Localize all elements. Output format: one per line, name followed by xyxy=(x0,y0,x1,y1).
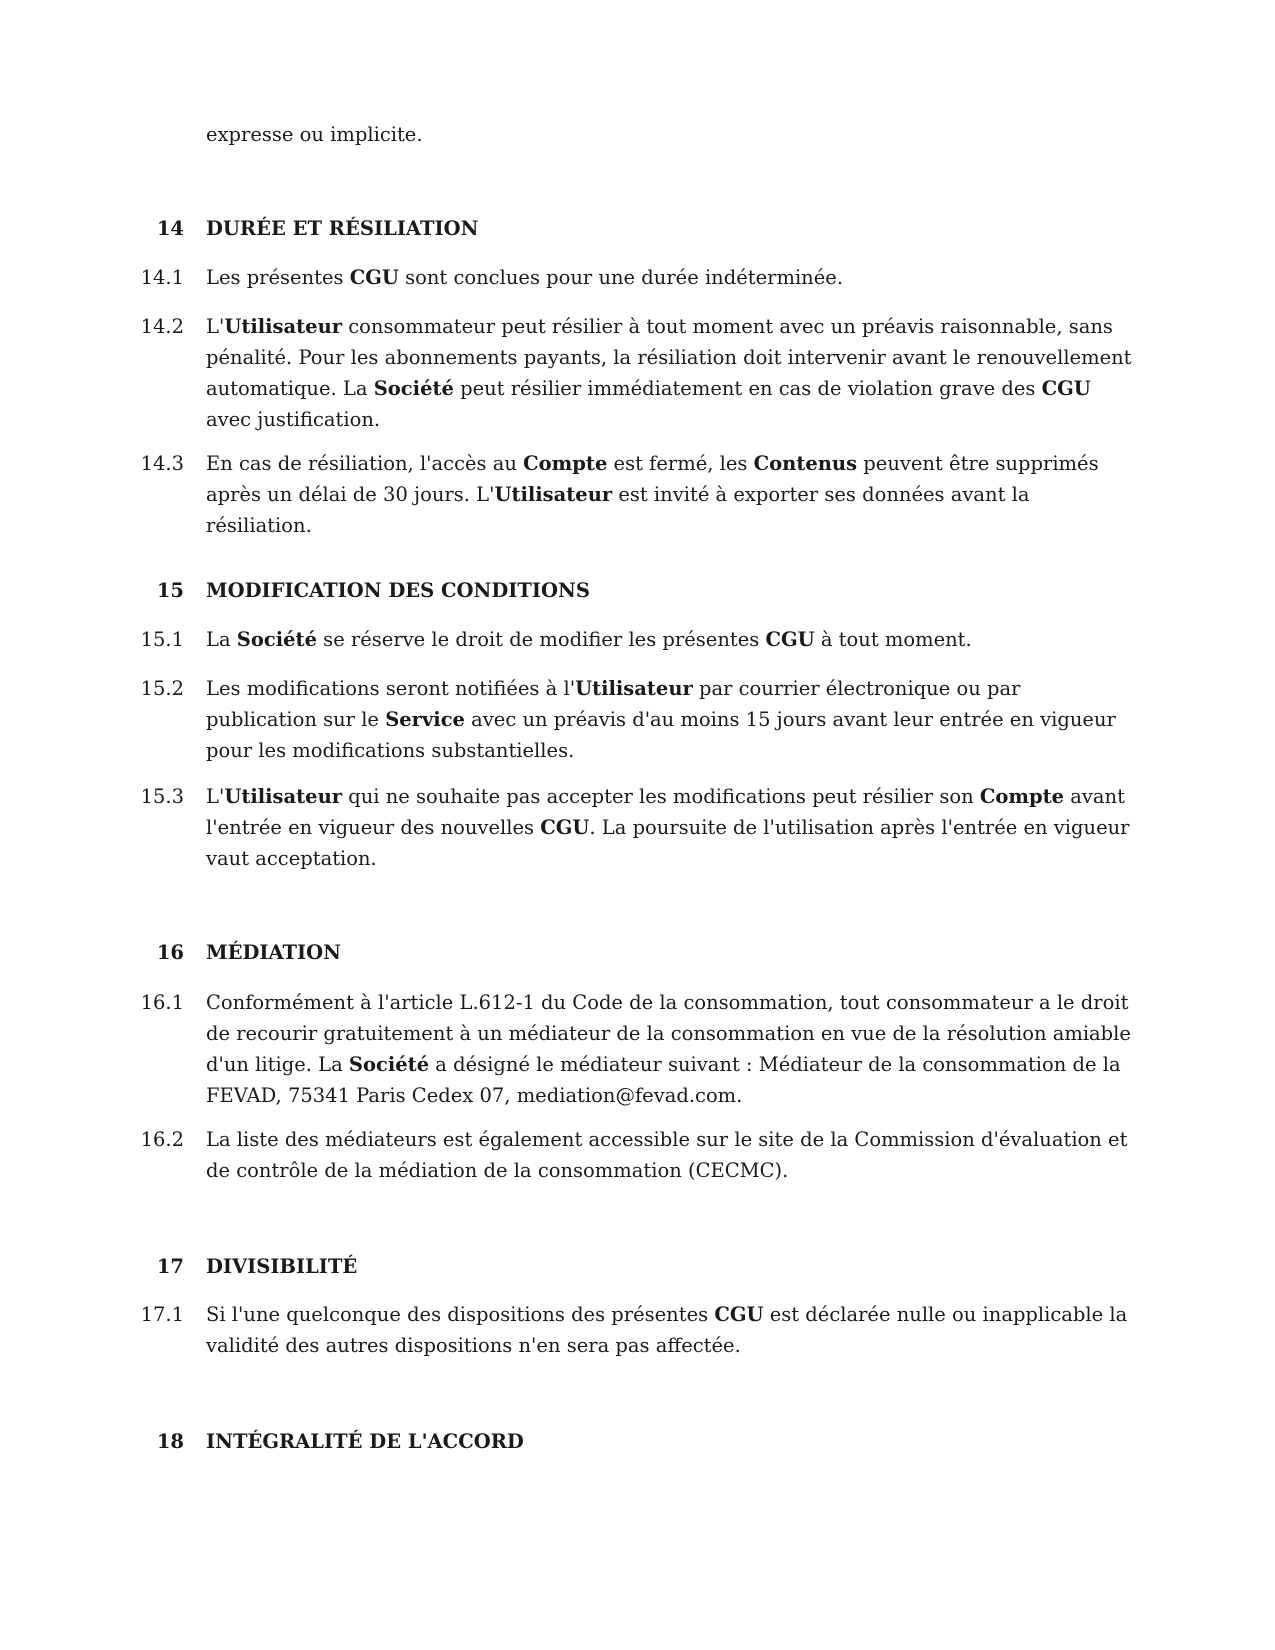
clause-number: 15.2 xyxy=(140,677,184,700)
defined-term: Compte xyxy=(979,785,1065,808)
clause-text-run: L' xyxy=(206,315,225,338)
defined-term: Utilisateur xyxy=(494,483,613,506)
clause-number: 16.1 xyxy=(140,991,184,1014)
defined-term: CGU xyxy=(765,628,815,651)
section-number: 15 xyxy=(156,579,184,602)
clause-text-run: Les présentes xyxy=(206,266,350,289)
clause-text-run: avec un préavis d'au moins 15 jours avant leur entrée en vigueur pour les modifications substantielles. xyxy=(206,708,1116,762)
clause-text-run: peuvent être supprimés après un délai de 30 jours. L' xyxy=(206,452,1099,506)
clause-text xyxy=(206,987,1136,1111)
clause-text xyxy=(206,624,1136,655)
defined-term: Service xyxy=(385,708,465,731)
clause-text xyxy=(206,673,1136,766)
defined-term: Société xyxy=(373,377,454,400)
clause-text xyxy=(206,262,1136,293)
clause-text-run: à tout moment. xyxy=(814,628,972,651)
clause-text-run: est invité à exporter ses données avant la résiliation. xyxy=(206,483,1030,537)
clause-text-run: avant l'entrée en vigueur des nouvelles xyxy=(206,785,1125,839)
section-title: MODIFICATION DES CONDITIONS xyxy=(206,579,590,602)
defined-term: CGU xyxy=(1041,377,1091,400)
clause-number: 14.3 xyxy=(140,452,184,475)
clause-text xyxy=(206,781,1136,874)
clause-number: 17.1 xyxy=(140,1303,184,1326)
clause-text xyxy=(206,448,1136,541)
clause-text-run: La xyxy=(206,628,237,651)
clause-text xyxy=(206,311,1136,435)
clause-text-run: est déclarée nulle ou inapplicable la validité des autres dispositions n'en sera pas affectée. xyxy=(206,1303,1128,1357)
defined-term: Contenus xyxy=(753,452,858,475)
defined-term: Société xyxy=(348,1053,430,1076)
clause-text-run: L' xyxy=(206,785,225,808)
clause-text-run: Conformément à l'article L.612-1 du Code de la consommation, tout consommateur a le droit de recourir gratuitement à un médiateur de la consommation en vue de la résolution amiable d'un litige. La xyxy=(206,991,1131,1076)
section-number: 18 xyxy=(156,1430,184,1453)
defined-term: Société xyxy=(236,628,317,651)
defined-term: Utilisateur xyxy=(575,677,693,700)
clause-text-run: a désigné le médiateur suivant : Médiateur de la consommation de la FEVAD, 75341 Paris Cedex 07, mediation@fevad.com. xyxy=(206,1053,1121,1107)
defined-term: CGU xyxy=(714,1303,764,1326)
clause-text-run: par courrier électronique ou par publication sur le xyxy=(206,677,1021,731)
defined-term: Compte xyxy=(523,452,608,475)
clause-number: 16.2 xyxy=(140,1128,184,1151)
clause-number: 15.1 xyxy=(140,628,184,651)
clause-text-run: qui ne souhaite pas accepter les modifications peut résilier son xyxy=(342,785,980,808)
clause-text-run: consommateur peut résilier à tout moment avec un préavis raisonnable, sans pénalité. Pour les abonnements payants, la résiliation doit intervenir avant le renouvellement automatique. La xyxy=(206,315,1132,400)
defined-term: Utilisateur xyxy=(224,785,343,808)
clause-text-run: . La poursuite de l'utilisation après l'entrée en vigueur vaut acceptation. xyxy=(206,816,1130,870)
section-title: DURÉE ET RÉSILIATION xyxy=(206,217,479,240)
clause-text-run: avec justification. xyxy=(206,408,381,431)
section-title: MÉDIATION xyxy=(206,941,341,964)
clause-text-run: Si l'une quelconque des dispositions des présentes xyxy=(206,1303,715,1326)
clause-number: 15.3 xyxy=(140,785,184,808)
clause-number: 14.2 xyxy=(140,315,184,338)
defined-term: CGU xyxy=(349,266,399,289)
clause-text-run: En cas de résiliation, l'accès au xyxy=(206,452,524,475)
section-number: 17 xyxy=(156,1255,184,1278)
clause-text xyxy=(206,1299,1136,1361)
clause-text-run: sont conclues pour une durée indéterminée. xyxy=(398,266,844,289)
clause-number: 14.1 xyxy=(140,266,184,289)
clause-text-run: Les modifications seront notifiées à l' xyxy=(206,677,576,700)
clause-text-run: La liste des médiateurs est également accessible sur le site de la Commission d'évaluation et de contrôle de la médiation de la consommation (CECMC). xyxy=(206,1128,1128,1182)
defined-term: CGU xyxy=(540,816,590,839)
clause-text-run: est fermé, les xyxy=(607,452,754,475)
clause-text-run: peut résilier immédiatement en cas de violation grave des xyxy=(453,377,1042,400)
defined-term: Utilisateur xyxy=(224,315,343,338)
section-number: 14 xyxy=(156,217,184,240)
section-title: DIVISIBILITÉ xyxy=(206,1255,358,1278)
section-title: INTÉGRALITÉ DE L'ACCORD xyxy=(206,1430,524,1453)
continuation-text: expresse ou implicite. xyxy=(206,123,423,146)
clause-text-run: se réserve le droit de modifier les présentes xyxy=(316,628,766,651)
clause-text xyxy=(206,1124,1136,1186)
section-number: 16 xyxy=(156,941,184,964)
